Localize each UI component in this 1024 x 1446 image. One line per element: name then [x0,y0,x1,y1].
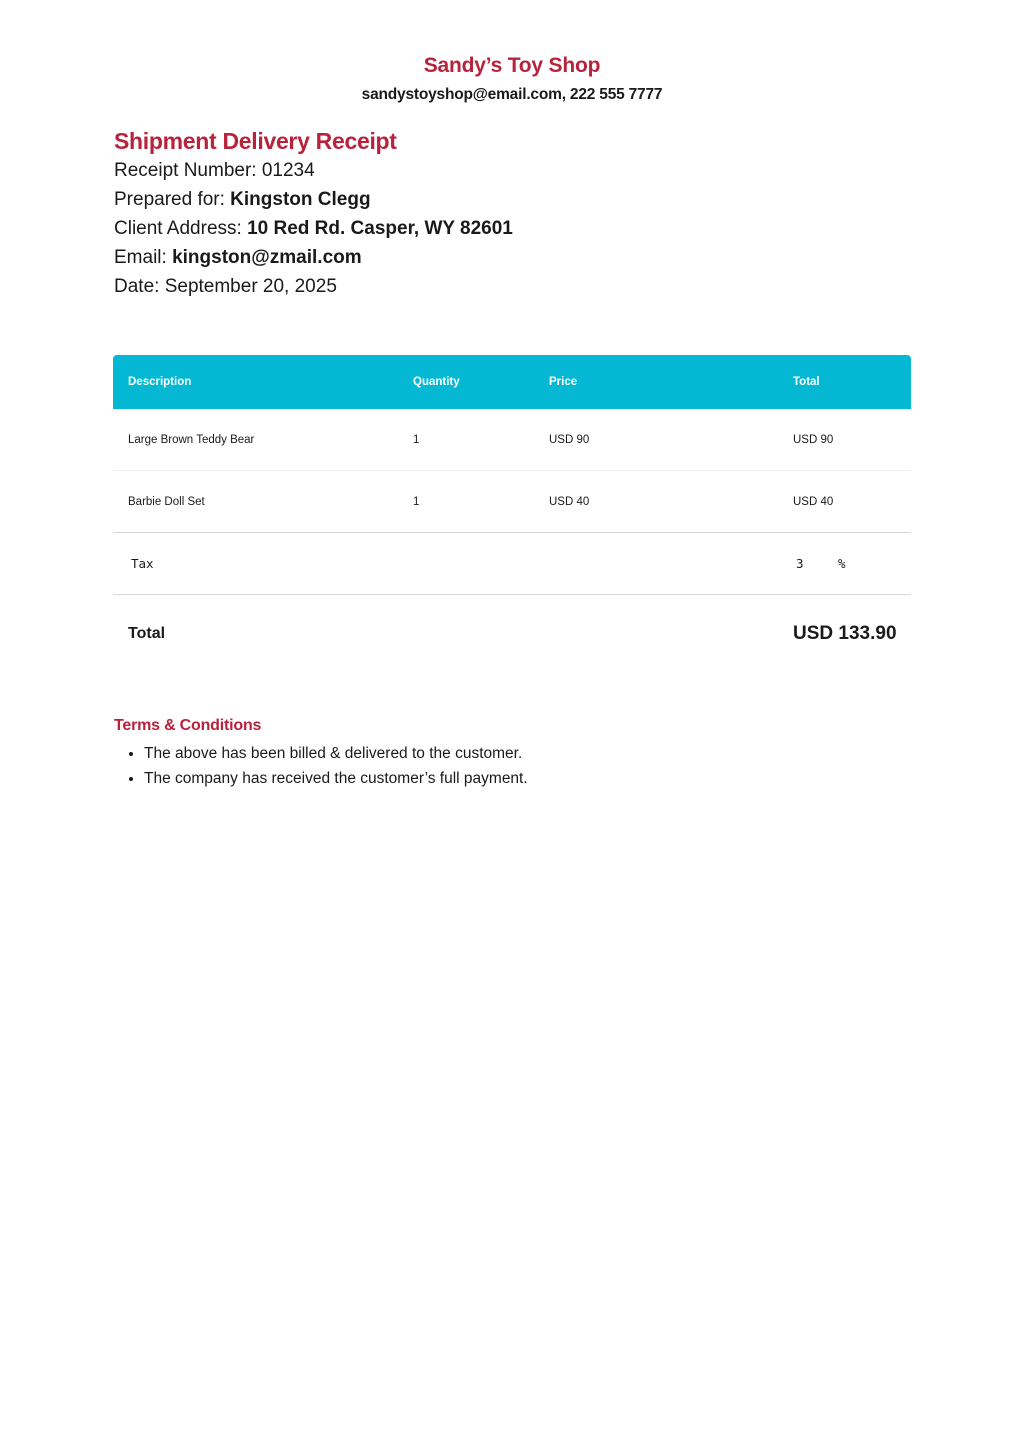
date-line [113,272,911,301]
item-description: Large Brown Teddy Bear [113,409,398,471]
receipt-number-value: 01234 [261,160,315,181]
date-value: September 20, 2025 [164,276,337,297]
table-row [113,471,911,533]
item-description: Barbie Doll Set [113,471,398,533]
tax-unit: % [838,556,846,571]
header-quantity: Quantity [398,355,534,409]
total-label: Total [128,625,166,642]
terms-list [113,741,911,791]
tax-row [113,533,911,595]
prepared-for-label: Prepared for: [114,189,231,210]
date-label: Date: [114,276,165,297]
terms-section [113,715,911,791]
prepared-for-value: Kingston Clegg [230,189,371,210]
receipt-number-label: Receipt Number: [114,160,262,181]
item-quantity: 1 [398,471,534,533]
header-price: Price [534,355,778,409]
list-item: • The company has received the customer’s full payment. [144,766,911,791]
item-price: USD 40 [534,471,778,533]
client-address-value: 10 Red Rd. Casper, WY 82601 [247,218,513,239]
shop-name: Sandy’s Toy Shop [423,54,601,77]
item-price: USD 90 [534,409,778,471]
client-address-label: Client Address: [114,218,248,239]
shop-header [113,52,911,106]
tax-label: Tax [131,556,154,571]
item-total: USD 90 [778,409,911,471]
email-line [113,243,911,272]
table-header-row [113,355,911,409]
terms-title: Terms & Conditions [114,717,262,734]
table-row [113,409,911,471]
list-item: • The above has been billed & delivered to the customer. [144,741,911,766]
receipt-document [113,0,911,791]
tax-label-cell [113,533,778,595]
header-total: Total [778,355,911,409]
total-row [113,595,911,676]
receipt-number-line [113,156,911,185]
receipt-title: Shipment Delivery Receipt [114,128,397,154]
shop-contact: sandystoyshop@email.com, 222 555 7777 [361,86,663,103]
email-label: Email: [114,247,173,268]
tax-value: 3 [796,556,804,571]
item-quantity: 1 [398,409,534,471]
prepared-for-line [113,185,911,214]
client-address-line [113,214,911,243]
tax-value-cell [778,533,911,595]
header-description: Description [113,355,398,409]
total-value: USD 133.90 [793,623,897,644]
item-total: USD 40 [778,471,911,533]
email-value: kingston@zmail.com [172,247,362,268]
items-table [113,355,911,675]
